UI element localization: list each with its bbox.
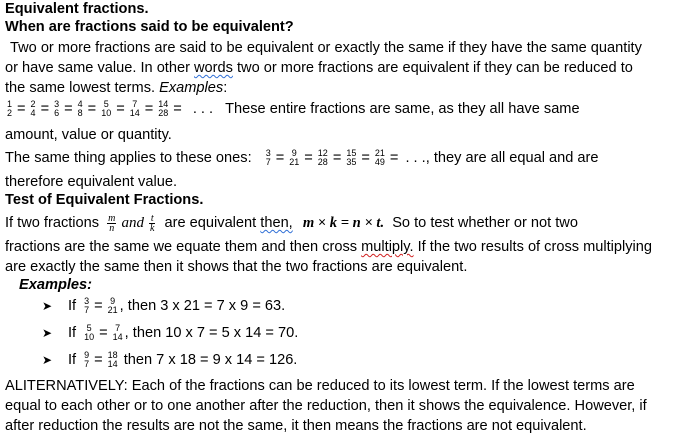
fraction bbox=[107, 351, 119, 369]
paragraph-line bbox=[5, 79, 227, 97]
numerator: 15 bbox=[346, 148, 357, 159]
fraction bbox=[157, 100, 169, 118]
denominator: 28 bbox=[158, 108, 169, 119]
example-text: , then 3 x 21 = 7 x 9 = 63. bbox=[119, 298, 286, 314]
text-span: are equivalent bbox=[164, 215, 261, 231]
numerator: 7 bbox=[132, 99, 138, 110]
equals-sign: = bbox=[17, 101, 26, 117]
text-span: words bbox=[194, 60, 233, 76]
numerator: 3 bbox=[54, 99, 60, 110]
denominator: 4 bbox=[30, 108, 36, 119]
equals-sign: = bbox=[64, 101, 73, 117]
fraction bbox=[112, 324, 124, 342]
numerator: 5 bbox=[86, 323, 92, 334]
text-span: multiply. bbox=[361, 239, 414, 255]
fraction-row bbox=[5, 97, 580, 121]
fraction bbox=[6, 100, 13, 118]
fraction bbox=[374, 149, 386, 167]
text-span: So to test whether or not two bbox=[392, 215, 578, 231]
numerator: 21 bbox=[374, 148, 385, 159]
fraction bbox=[317, 149, 329, 167]
equals-sign: = bbox=[40, 101, 50, 117]
denominator: 2 bbox=[7, 108, 13, 119]
example-item bbox=[42, 320, 298, 346]
paragraph-line: amount, value or quantity. bbox=[5, 127, 172, 143]
ellipsis: . . . bbox=[192, 101, 214, 117]
denominator: 21 bbox=[107, 305, 118, 316]
fraction bbox=[30, 100, 37, 118]
example-item bbox=[42, 293, 285, 319]
paragraph-line: after reduction the results are not the same, it then means the fractions are not equivalent. bbox=[5, 418, 587, 434]
equals-sign: = bbox=[144, 101, 154, 117]
paragraph-line: therefore equivalent value. bbox=[5, 174, 177, 190]
numerator: m bbox=[108, 212, 116, 224]
fraction bbox=[83, 324, 95, 342]
text-span: Examples bbox=[19, 277, 88, 293]
denominator: 35 bbox=[346, 157, 357, 168]
example-text: , then 10 x 7 = 5 x 14 = 70. bbox=[124, 325, 299, 341]
denominator: 6 bbox=[54, 108, 60, 119]
row-text: , they are all equal and are bbox=[425, 150, 599, 166]
equals-sign: = bbox=[87, 101, 97, 117]
numerator: 9 bbox=[84, 350, 90, 361]
text-span: two or more fractions are equivalent if they can be reduced to bbox=[232, 60, 633, 76]
examples-label: Examples bbox=[159, 80, 224, 96]
fraction-row bbox=[5, 146, 599, 170]
fraction bbox=[129, 100, 141, 118]
numerator: 4 bbox=[77, 99, 83, 110]
page-title: Equivalent fractions. bbox=[5, 1, 149, 17]
text-span: If two fractions bbox=[5, 215, 100, 231]
numerator: 9 bbox=[110, 296, 116, 307]
example-if: If bbox=[68, 325, 77, 341]
numerator: 3 bbox=[265, 148, 271, 159]
examples-heading: Examples: bbox=[19, 277, 93, 293]
paragraph-line: Two or more fractions are said to be equivalent or exactly the same if they have the same quantity bbox=[10, 40, 642, 56]
denominator: 49 bbox=[374, 157, 385, 168]
paragraph-line: equal to each other or to one another after the reduction, then it shows the equivalence. However, if bbox=[5, 398, 647, 414]
denominator: n bbox=[109, 222, 115, 234]
text-span: then, bbox=[260, 215, 293, 231]
text-span: and bbox=[121, 215, 144, 231]
denominator: 10 bbox=[84, 332, 95, 343]
denominator: 7 bbox=[265, 157, 271, 168]
fraction bbox=[83, 351, 90, 369]
denominator: 14 bbox=[107, 359, 118, 370]
text-span: If the two results of cross multiplying bbox=[413, 239, 653, 255]
example-item bbox=[42, 347, 297, 373]
numerator: 12 bbox=[317, 148, 328, 159]
arrow-bullet-icon: ➤ bbox=[42, 326, 53, 340]
denominator: 7 bbox=[84, 359, 90, 370]
text-span: or have same value. In other bbox=[5, 60, 195, 76]
numerator: t bbox=[150, 212, 154, 224]
denominator: 21 bbox=[289, 157, 300, 168]
denominator: 7 bbox=[84, 305, 90, 316]
equals-sign: = bbox=[116, 101, 125, 117]
test-line bbox=[5, 210, 578, 236]
numerator: 9 bbox=[291, 148, 297, 159]
text-span: the same lowest terms. bbox=[5, 80, 160, 96]
row-text: These entire fractions are same, as they all have same bbox=[225, 101, 580, 117]
section-heading: Test of Equivalent Fractions. bbox=[5, 192, 204, 208]
numerator: 18 bbox=[107, 350, 118, 361]
numerator: 1 bbox=[7, 99, 13, 110]
fraction bbox=[265, 149, 272, 167]
paragraph-line: ALITERNATIVELY: Each of the fractions can be reduced to its lowest term. If the lowest terms are bbox=[5, 378, 635, 394]
example-text: then 7 x 18 = 9 x 14 = 126. bbox=[119, 352, 298, 368]
fraction bbox=[107, 297, 119, 315]
fraction bbox=[345, 149, 357, 167]
equals-sign: = bbox=[99, 325, 108, 341]
equals-sign: = bbox=[94, 352, 103, 368]
equals-sign: = bbox=[304, 150, 313, 166]
text-span: fractions are the same we equate them and then cross bbox=[5, 239, 362, 255]
ellipsis: . . . bbox=[405, 150, 426, 166]
denominator: 10 bbox=[101, 108, 112, 119]
numerator: 5 bbox=[103, 99, 109, 110]
fraction bbox=[107, 214, 116, 233]
fraction bbox=[288, 149, 300, 167]
paragraph-line: are exactly the same then it shows that the two fractions are equivalent. bbox=[5, 259, 468, 275]
cross-multiply-expression: m × k = n × t. bbox=[302, 215, 385, 231]
numerator: 14 bbox=[158, 99, 169, 110]
equals-sign: = bbox=[275, 150, 285, 166]
denominator: 14 bbox=[112, 332, 123, 343]
fraction bbox=[149, 214, 155, 233]
section-question: When are fractions said to be equivalent? bbox=[5, 19, 294, 35]
denominator: 14 bbox=[129, 108, 140, 119]
arrow-bullet-icon: ➤ bbox=[42, 353, 53, 367]
arrow-bullet-icon: ➤ bbox=[42, 299, 53, 313]
denominator: 8 bbox=[77, 108, 83, 119]
example-if: If bbox=[68, 298, 77, 314]
equals-sign: = bbox=[94, 298, 103, 314]
fraction bbox=[77, 100, 84, 118]
example-if: If bbox=[68, 352, 77, 368]
numerator: 3 bbox=[84, 296, 90, 307]
denominator: k bbox=[150, 222, 155, 234]
row-lead-text: The same thing applies to these ones: bbox=[5, 150, 252, 166]
equals-sign: = bbox=[389, 150, 399, 166]
equals-sign: = bbox=[173, 101, 182, 117]
fraction bbox=[53, 100, 60, 118]
paragraph-line bbox=[5, 59, 633, 77]
numerator: 2 bbox=[30, 99, 36, 110]
denominator: 28 bbox=[317, 157, 328, 168]
equals-sign: = bbox=[361, 150, 370, 166]
text-span: : bbox=[223, 80, 228, 96]
paragraph-line bbox=[5, 238, 652, 256]
fraction bbox=[83, 297, 90, 315]
fraction bbox=[100, 100, 112, 118]
numerator: 7 bbox=[115, 323, 121, 334]
equals-sign: = bbox=[332, 150, 342, 166]
